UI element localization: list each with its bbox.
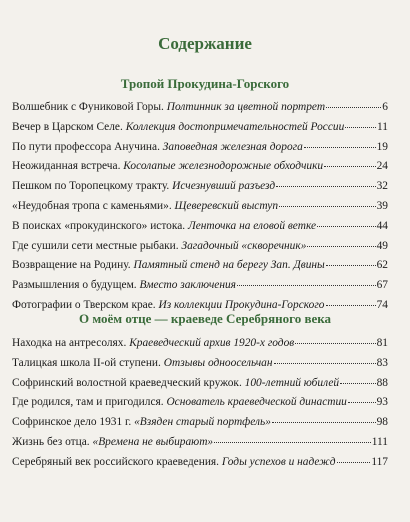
toc-entry-page-number: 67 <box>376 279 388 292</box>
toc-entry-chapter: Возвращение на Родину. <box>12 259 134 272</box>
toc-entry-page-number: 98 <box>376 416 388 429</box>
toc-entry-subtitle: Вместо заключения <box>139 279 236 292</box>
toc-entry-subtitle: Ленточка на еловой ветке <box>188 219 317 232</box>
toc-entry <box>12 276 388 296</box>
toc-entry <box>12 354 388 374</box>
toc-entry-subtitle: Памятный стенд на берегу Зап. Двины <box>133 259 325 272</box>
toc-entry-title <box>12 334 294 354</box>
toc-entry-subtitle: Исчезнувший разъезд <box>172 180 276 193</box>
page-title: Содержание <box>158 34 252 53</box>
toc-entry-title <box>12 98 325 118</box>
toc-entry-chapter: В поисках «прокудинского» истока. <box>12 219 188 232</box>
toc-entry-title <box>12 393 347 413</box>
toc-entry-subtitle: Загадочный «скворечник» <box>181 239 307 252</box>
toc-entry-page-number: 62 <box>376 259 388 272</box>
toc-entry-page-number: 74 <box>376 298 388 311</box>
toc-entry <box>12 197 388 217</box>
toc-entry-title <box>12 453 336 473</box>
toc-entry <box>12 334 388 354</box>
toc-entry-chapter: «Неудобная тропа с каменьями». <box>12 199 175 212</box>
toc-entry-subtitle: Годы успехов и надежд <box>221 455 336 468</box>
toc-entry-subtitle: Заповедная железная дорога <box>162 140 303 153</box>
dot-leader <box>345 126 376 128</box>
toc-entry-chapter: Фотографии о Тверском крае. <box>12 298 159 311</box>
toc-entry-chapter: Где сушили сети местные рыбаки. <box>12 239 182 252</box>
toc-entry-page-number: 6 <box>382 101 388 113</box>
toc-entry-chapter: Вечер в Царском Селе. <box>12 120 126 133</box>
toc-list-section-2 <box>12 334 388 473</box>
toc-entry-page-number: 117 <box>371 455 388 468</box>
dot-leader <box>295 342 375 344</box>
toc-entry <box>12 453 388 473</box>
toc-entry-chapter: По пути профессора Анучина. <box>12 140 163 153</box>
toc-entry-subtitle: Щеверевский выступ <box>174 199 279 212</box>
toc-entry <box>12 256 388 276</box>
toc-entry-chapter: Где родился, там и пригодился. <box>12 396 167 409</box>
dot-leader <box>279 205 376 207</box>
toc-entry-chapter: Софринский волостной краеведческий кружок. <box>12 376 245 389</box>
toc-entry-subtitle: Коллекция достопримечательностей России <box>125 120 345 133</box>
toc-entry-page-number: 93 <box>376 396 388 409</box>
toc-entry <box>12 98 388 118</box>
toc-entry-chapter: Серебряный век российского краеведения. <box>12 455 222 468</box>
toc-entry-title <box>12 433 213 453</box>
toc-entry-chapter: Пешком по Торопецкому тракту. <box>12 180 173 193</box>
toc-entry-page-number: 44 <box>376 219 388 232</box>
dot-leader <box>317 225 376 227</box>
toc-entry-title <box>12 413 271 433</box>
toc-entry-chapter: Неожиданная встреча. <box>12 160 124 173</box>
dot-leader <box>214 441 371 443</box>
dot-leader <box>326 106 381 108</box>
toc-entry-chapter: Жизнь без отца. <box>12 435 93 448</box>
toc-entry-title <box>12 197 278 217</box>
toc-entry-page-number: 32 <box>376 180 388 193</box>
toc-entry-page-number: 83 <box>376 356 388 369</box>
toc-entry-subtitle: Краеведческий архив 1920-х годов <box>129 337 295 349</box>
toc-entry <box>12 413 388 433</box>
toc-entry <box>12 237 388 257</box>
dot-leader <box>326 264 376 266</box>
toc-entry-title <box>12 138 303 158</box>
toc-entry <box>12 374 388 394</box>
toc-entry-page-number: 19 <box>376 140 388 153</box>
dot-leader <box>340 382 375 384</box>
dot-leader <box>337 461 371 463</box>
toc-entry-title <box>12 256 325 276</box>
toc-entry <box>12 433 388 453</box>
toc-entry-chapter: Волшебник с Фуниковой Горы. <box>12 101 167 113</box>
dot-leader <box>348 401 376 403</box>
dot-leader <box>326 304 376 306</box>
toc-entry-title <box>12 374 339 394</box>
toc-entry-chapter: Софринское дело 1931 г. <box>12 416 135 429</box>
toc-entry-chapter: Талицкая школа II-ой ступени. <box>12 356 164 369</box>
toc-entry-page-number: 111 <box>371 435 388 448</box>
toc-entry <box>12 118 388 138</box>
toc-entry-page-number: 81 <box>376 337 388 349</box>
toc-entry-page-number: 88 <box>376 376 388 389</box>
toc-list-section-1 <box>12 98 388 316</box>
dot-leader <box>276 185 376 187</box>
toc-entry <box>12 177 388 197</box>
toc-entry <box>12 157 388 177</box>
dot-leader <box>274 362 376 364</box>
toc-entry-subtitle: Полтинник за цветной портрет <box>166 101 326 113</box>
dot-leader <box>237 284 376 286</box>
toc-entry-title <box>12 118 344 138</box>
section-heading-2: О моём отце — краеведе Серебряного века <box>78 311 332 326</box>
toc-entry-subtitle: Отзывы одноосельчан <box>163 356 273 369</box>
toc-entry-title <box>12 276 236 296</box>
toc-entry-subtitle: Основатель краеведческой династии <box>166 396 347 409</box>
toc-entry <box>12 393 388 413</box>
toc-entry-title <box>12 354 273 374</box>
toc-entry-title <box>12 237 306 257</box>
toc-entry-chapter: Находка на антресолях. <box>12 337 130 349</box>
toc-entry <box>12 138 388 158</box>
toc-entry-chapter: Размышления о будущем. <box>12 279 140 292</box>
toc-entry-subtitle: «Времена не выбирают» <box>92 435 214 448</box>
toc-entry-page-number: 49 <box>376 239 388 252</box>
toc-entry-title <box>12 157 323 177</box>
dot-leader <box>304 146 376 148</box>
dot-leader <box>272 421 376 423</box>
section-heading-1: Тропой Прокудина-Горского <box>120 76 290 91</box>
dot-leader <box>324 165 375 167</box>
toc-entry-page-number: 39 <box>376 199 388 212</box>
toc-entry-page-number: 11 <box>377 120 388 133</box>
toc-entry-page-number: 24 <box>376 160 388 173</box>
toc-entry-subtitle: Из коллекции Прокудина-Горского <box>158 298 325 311</box>
toc-entry-subtitle: «Взяден старый портфель» <box>134 416 271 429</box>
toc-entry-subtitle: Косолапые железнодорожные обходчики <box>123 160 324 173</box>
toc-entry-title <box>12 177 275 197</box>
toc-entry-title <box>12 217 316 237</box>
dot-leader <box>307 245 375 247</box>
toc-entry <box>12 217 388 237</box>
toc-entry-subtitle: 100-летний юбилей <box>244 376 340 389</box>
